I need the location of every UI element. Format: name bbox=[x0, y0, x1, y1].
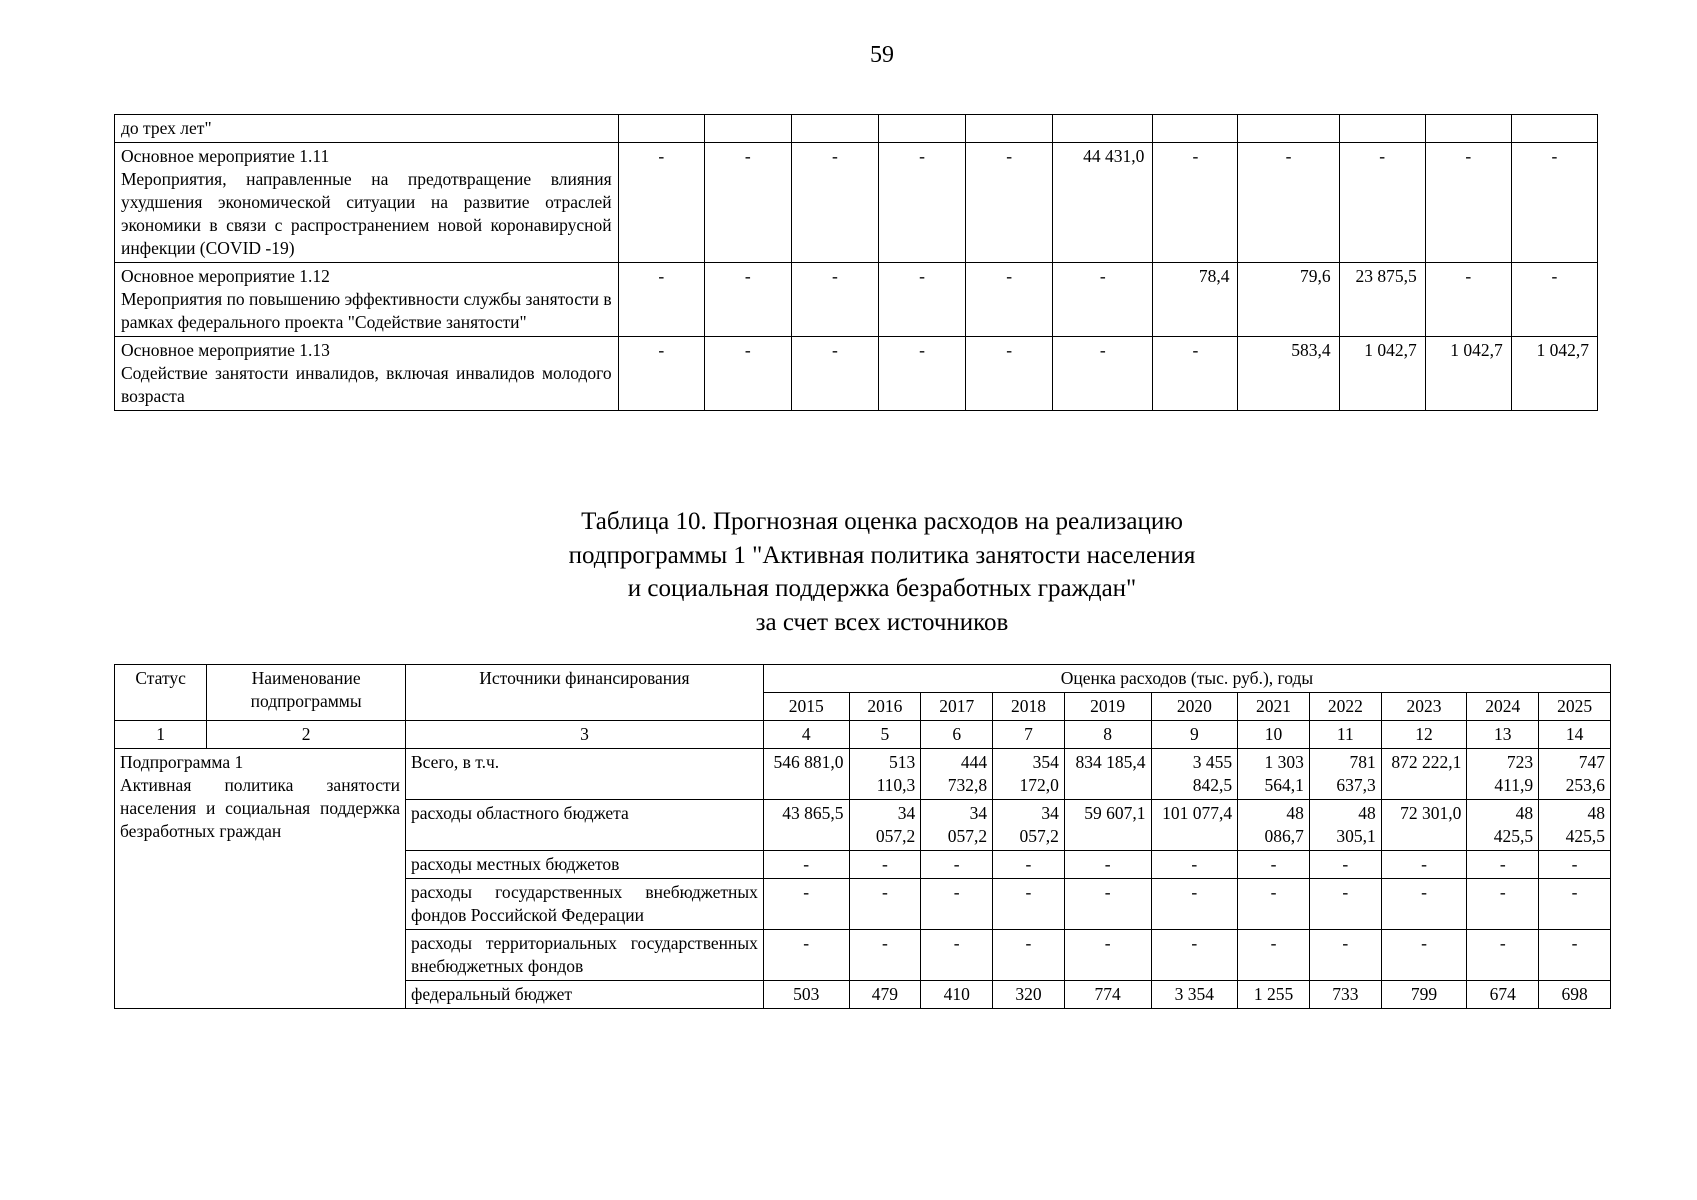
value-cell: 48 305,1 bbox=[1309, 800, 1381, 851]
source-cell: федеральный бюджет bbox=[406, 981, 764, 1009]
value-cell: - bbox=[791, 263, 878, 337]
value-cell: 43 865,5 bbox=[763, 800, 849, 851]
table-row bbox=[115, 749, 1611, 800]
value-cell: - bbox=[1238, 930, 1310, 981]
value-cell: 1 042,7 bbox=[1511, 337, 1597, 411]
value-cell: 733 bbox=[1309, 981, 1381, 1009]
activity-cell bbox=[115, 263, 619, 337]
value-cell: 1 042,7 bbox=[1425, 337, 1511, 411]
value-cell: - bbox=[1467, 851, 1539, 879]
column-number: 1 bbox=[115, 721, 207, 749]
program-status: Подпрограмма 1 bbox=[120, 752, 244, 772]
activity-title: Основное мероприятие 1.11 bbox=[121, 146, 330, 166]
activity-cell bbox=[115, 337, 619, 411]
column-number: 11 bbox=[1309, 721, 1381, 749]
table-row bbox=[115, 115, 1598, 143]
value-cell: 79,6 bbox=[1238, 263, 1339, 337]
value-cell: 48 086,7 bbox=[1238, 800, 1310, 851]
year-header: 2017 bbox=[921, 693, 993, 721]
source-cell: расходы областного бюджета bbox=[406, 800, 764, 851]
value-cell: - bbox=[1309, 851, 1381, 879]
year-header: 2022 bbox=[1309, 693, 1381, 721]
activity-cell bbox=[115, 143, 619, 263]
source-cell: расходы территориальных государственных внебюджетных фондов bbox=[406, 930, 764, 981]
value-cell: - bbox=[1381, 879, 1467, 930]
value-cell: 320 bbox=[993, 981, 1065, 1009]
value-cell: 3 455 842,5 bbox=[1151, 749, 1238, 800]
value-cell: - bbox=[879, 263, 966, 337]
value-cell: - bbox=[1425, 263, 1511, 337]
table-row bbox=[115, 263, 1598, 337]
activity-text: Мероприятия по повышению эффективности службы занятости в рамках федерального проекта "Содействие занятости" bbox=[121, 289, 612, 332]
column-number: 13 bbox=[1467, 721, 1539, 749]
value-cell: - bbox=[1381, 851, 1467, 879]
value-cell: - bbox=[879, 337, 966, 411]
value-cell: - bbox=[1339, 143, 1425, 263]
value-cell: - bbox=[1238, 851, 1310, 879]
value-cell: - bbox=[1467, 879, 1539, 930]
value-cell: 698 bbox=[1539, 981, 1611, 1009]
year-header: 2020 bbox=[1151, 693, 1238, 721]
value-cell: 1 042,7 bbox=[1339, 337, 1425, 411]
activity-title: Основное мероприятие 1.13 bbox=[121, 340, 330, 360]
value-cell: 546 881,0 bbox=[763, 749, 849, 800]
value-cell: - bbox=[1151, 851, 1238, 879]
value-cell: 872 222,1 bbox=[1381, 749, 1467, 800]
value-cell: - bbox=[704, 337, 791, 411]
value-cell: - bbox=[1309, 930, 1381, 981]
value-cell: - bbox=[1151, 930, 1238, 981]
header-row bbox=[115, 665, 1611, 693]
value-cell: 34 057,2 bbox=[993, 800, 1065, 851]
value-cell: - bbox=[993, 851, 1065, 879]
value-cell: - bbox=[1425, 143, 1511, 263]
value-cell: 34 057,2 bbox=[849, 800, 921, 851]
value-cell: - bbox=[1153, 143, 1238, 263]
value-cell: - bbox=[1238, 143, 1339, 263]
column-number-row bbox=[115, 721, 1611, 749]
activity-text: Мероприятия, направленные на предотвращение влияния ухудшения экономической ситуации на развитие отраслей экономики в связи с распространением новой коронавирусной инфекции (COVID -19) bbox=[121, 169, 612, 258]
value-cell: - bbox=[618, 143, 704, 263]
header-status: Статус bbox=[115, 665, 207, 721]
value-cell: - bbox=[763, 879, 849, 930]
value-cell: - bbox=[1053, 263, 1153, 337]
value-cell: - bbox=[1381, 930, 1467, 981]
value-cell: 834 185,4 bbox=[1064, 749, 1151, 800]
value-cell: 1 303 564,1 bbox=[1238, 749, 1310, 800]
title-line: за счет всех источников bbox=[755, 608, 1009, 636]
value-cell: 78,4 bbox=[1153, 263, 1238, 337]
year-header: 2021 bbox=[1238, 693, 1310, 721]
value-cell: - bbox=[1153, 337, 1238, 411]
value-cell: - bbox=[921, 930, 993, 981]
header-program-name: Наименование подпрограммы bbox=[207, 665, 406, 721]
table-10-title bbox=[0, 505, 1697, 639]
value-cell: - bbox=[1151, 879, 1238, 930]
value-cell: - bbox=[966, 337, 1053, 411]
value-cell: - bbox=[921, 879, 993, 930]
value-cell: - bbox=[1309, 879, 1381, 930]
value-cell: 72 301,0 bbox=[1381, 800, 1467, 851]
value-cell: - bbox=[1064, 930, 1151, 981]
value-cell: - bbox=[1511, 263, 1597, 337]
column-number: 2 bbox=[207, 721, 406, 749]
column-number: 7 bbox=[993, 721, 1065, 749]
table-10 bbox=[114, 664, 1611, 1009]
value-cell: - bbox=[618, 337, 704, 411]
value-cell: 1 255 bbox=[1238, 981, 1310, 1009]
row-text: до трех лет" bbox=[115, 115, 619, 143]
source-cell: расходы местных бюджетов bbox=[406, 851, 764, 879]
value-cell: - bbox=[618, 263, 704, 337]
header-sources: Источники финансирования bbox=[406, 665, 764, 721]
value-cell: - bbox=[849, 879, 921, 930]
value-cell: - bbox=[791, 337, 878, 411]
value-cell: - bbox=[849, 851, 921, 879]
year-header: 2019 bbox=[1064, 693, 1151, 721]
value-cell: - bbox=[1539, 851, 1611, 879]
column-number: 12 bbox=[1381, 721, 1467, 749]
value-cell: 781 637,3 bbox=[1309, 749, 1381, 800]
column-number: 9 bbox=[1151, 721, 1238, 749]
value-cell: - bbox=[704, 263, 791, 337]
value-cell: 444 732,8 bbox=[921, 749, 993, 800]
value-cell: - bbox=[704, 143, 791, 263]
value-cell: 48 425,5 bbox=[1539, 800, 1611, 851]
column-number: 3 bbox=[406, 721, 764, 749]
value-cell: 583,4 bbox=[1238, 337, 1339, 411]
value-cell: - bbox=[849, 930, 921, 981]
activity-title: Основное мероприятие 1.12 bbox=[121, 266, 330, 286]
program-cell bbox=[115, 749, 406, 1009]
value-cell: - bbox=[791, 143, 878, 263]
value-cell: 723 411,9 bbox=[1467, 749, 1539, 800]
year-header: 2016 bbox=[849, 693, 921, 721]
value-cell: 799 bbox=[1381, 981, 1467, 1009]
value-cell: - bbox=[1539, 879, 1611, 930]
value-cell: - bbox=[1064, 851, 1151, 879]
source-cell: Всего, в т.ч. bbox=[406, 749, 764, 800]
value-cell: 774 bbox=[1064, 981, 1151, 1009]
column-number: 4 bbox=[763, 721, 849, 749]
value-cell: 44 431,0 bbox=[1053, 143, 1153, 263]
title-line: и социальная поддержка безработных граждан" bbox=[627, 575, 1137, 602]
title-line: подпрограммы 1 "Активная политика занятости населения bbox=[568, 541, 1196, 569]
column-number: 6 bbox=[921, 721, 993, 749]
value-cell: 747 253,6 bbox=[1539, 749, 1611, 800]
value-cell: - bbox=[993, 930, 1065, 981]
value-cell: - bbox=[879, 143, 966, 263]
program-name: Активная политика занятости населения и социальная поддержка безработных граждан bbox=[120, 775, 400, 841]
year-header: 2015 bbox=[763, 693, 849, 721]
value-cell: 410 bbox=[921, 981, 993, 1009]
value-cell: - bbox=[1238, 879, 1310, 930]
value-cell: 48 425,5 bbox=[1467, 800, 1539, 851]
column-number: 5 bbox=[849, 721, 921, 749]
value-cell: 34 057,2 bbox=[921, 800, 993, 851]
table-row bbox=[115, 337, 1598, 411]
year-header: 2024 bbox=[1467, 693, 1539, 721]
value-cell: - bbox=[921, 851, 993, 879]
value-cell: - bbox=[1467, 930, 1539, 981]
page-number: 59 bbox=[870, 42, 894, 68]
year-header: 2018 bbox=[993, 693, 1065, 721]
value-cell: - bbox=[1053, 337, 1153, 411]
header-estimate: Оценка расходов (тыс. руб.), годы bbox=[763, 665, 1610, 693]
value-cell: - bbox=[1064, 879, 1151, 930]
value-cell: - bbox=[1539, 930, 1611, 981]
expenses-table-continuation bbox=[114, 114, 1598, 411]
value-cell: 101 077,4 bbox=[1151, 800, 1238, 851]
year-header: 2025 bbox=[1539, 693, 1611, 721]
value-cell: - bbox=[993, 879, 1065, 930]
column-number: 10 bbox=[1238, 721, 1310, 749]
value-cell: 59 607,1 bbox=[1064, 800, 1151, 851]
column-number: 8 bbox=[1064, 721, 1151, 749]
activity-text: Содействие занятости инвалидов, включая инвалидов молодого возраста bbox=[121, 363, 612, 406]
column-number: 14 bbox=[1539, 721, 1611, 749]
title-line: Таблица 10. Прогнозная оценка расходов на реализацию bbox=[581, 508, 1183, 535]
value-cell: 513 110,3 bbox=[849, 749, 921, 800]
value-cell: 23 875,5 bbox=[1339, 263, 1425, 337]
year-header: 2023 bbox=[1381, 693, 1467, 721]
value-cell: 674 bbox=[1467, 981, 1539, 1009]
source-cell: расходы государственных внебюджетных фондов Российской Федерации bbox=[406, 879, 764, 930]
value-cell: - bbox=[966, 143, 1053, 263]
value-cell: 354 172,0 bbox=[993, 749, 1065, 800]
value-cell: 3 354 bbox=[1151, 981, 1238, 1009]
value-cell: - bbox=[763, 851, 849, 879]
value-cell: - bbox=[763, 930, 849, 981]
value-cell: - bbox=[1511, 143, 1597, 263]
value-cell: - bbox=[966, 263, 1053, 337]
value-cell: 503 bbox=[763, 981, 849, 1009]
value-cell: 479 bbox=[849, 981, 921, 1009]
table-row bbox=[115, 143, 1598, 263]
